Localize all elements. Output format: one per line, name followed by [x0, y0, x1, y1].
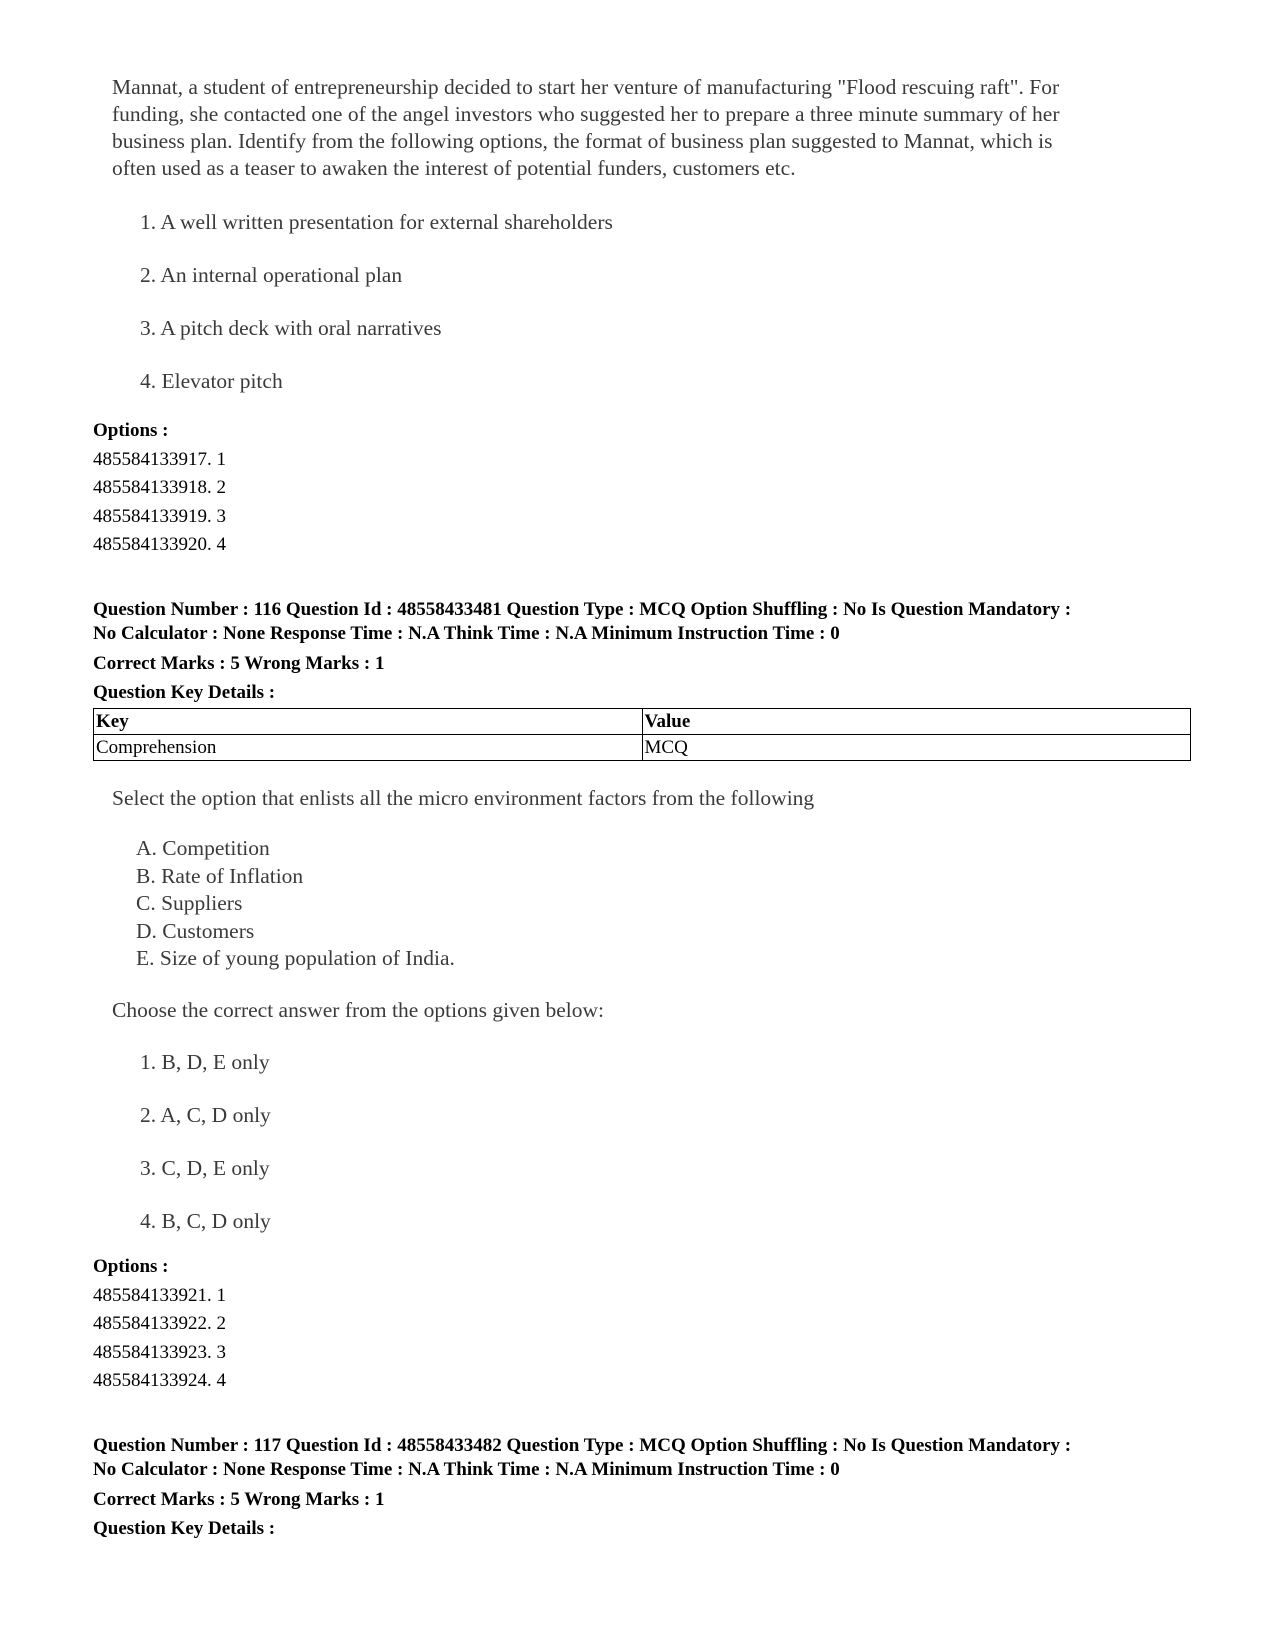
statement-item: A. Competition — [136, 836, 270, 860]
q115-choice-3: 3. A pitch deck with oral narratives — [140, 316, 442, 340]
table-header-row — [94, 709, 1191, 735]
option-id: 485584133917. 1 — [93, 448, 226, 470]
q115-stem-line: Mannat, a student of entrepreneurship decided to start her venture of manufacturing "Flood rescuing raft". For — [112, 75, 1060, 99]
options-label: Options : — [93, 1256, 169, 1277]
q116-instruction: Choose the correct answer from the options given below: — [112, 998, 604, 1022]
table-cell-value: MCQ — [642, 735, 1191, 761]
options-label: Options : — [93, 420, 169, 441]
q116-key-table — [93, 708, 1191, 761]
table-cell-key: Comprehension — [94, 735, 643, 761]
q116-choice-2: 2. A, C, D only — [140, 1103, 271, 1127]
q116-marks: Correct Marks : 5 Wrong Marks : 1 — [93, 653, 385, 674]
option-id: 485584133921. 1 — [93, 1284, 226, 1306]
option-id: 485584133920. 4 — [93, 534, 226, 555]
q116-key-details-label: Question Key Details : — [93, 682, 276, 703]
q115-stem-line: often used as a teaser to awaken the interest of potential funders, customers etc. — [112, 156, 796, 180]
q116-stem: Select the option that enlists all the micro environment factors from the following — [112, 786, 815, 810]
q116-choice-1: 1. B, D, E only — [140, 1050, 270, 1074]
q115-stem-line: business plan. Identify from the following options, the format of business plan suggested to Mannat, which is — [112, 129, 1053, 153]
q117-key-details-label: Question Key Details : — [93, 1518, 276, 1539]
statement-item: E. Size of young population of India. — [136, 946, 455, 970]
q115-choice-2: 2. An internal operational plan — [140, 263, 403, 287]
q115-choice-4: 4. Elevator pitch — [140, 369, 283, 393]
q115-stem — [112, 74, 1172, 182]
statement-item: D. Customers — [136, 918, 255, 943]
option-id: 485584133923. 3 — [93, 1341, 226, 1363]
table-header-value: Value — [642, 709, 1191, 735]
q117-marks: Correct Marks : 5 Wrong Marks : 1 — [93, 1489, 385, 1510]
table-row — [94, 735, 1191, 761]
q116-header-line1: Question Number : 116 Question Id : 48558433481 Question Type : MCQ Option Shuffling : No Is Question Mandatory : — [93, 599, 1072, 620]
q116-choice-3: 3. C, D, E only — [140, 1156, 270, 1180]
q115-choice-1: 1. A well written presentation for external shareholders — [140, 210, 613, 234]
option-id: 485584133922. 2 — [93, 1313, 226, 1334]
q116-choice-4: 4. B, C, D only — [140, 1209, 271, 1233]
option-id: 485584133924. 4 — [93, 1370, 226, 1391]
table-header-key: Key — [94, 709, 643, 735]
option-id: 485584133918. 2 — [93, 477, 226, 498]
option-id: 485584133919. 3 — [93, 505, 226, 527]
q117-header-line2: No Calculator : None Response Time : N.A Think Time : N.A Minimum Instruction Time : 0 — [93, 1459, 840, 1480]
q116-options — [93, 1253, 226, 1396]
q117-header-line1: Question Number : 117 Question Id : 48558433482 Question Type : MCQ Option Shuffling : No Is Question Mandatory : — [93, 1435, 1072, 1456]
statement-item: B. Rate of Inflation — [136, 863, 304, 888]
q116-header — [93, 598, 1071, 646]
q115-options — [93, 417, 226, 560]
q117-header — [93, 1434, 1071, 1482]
q116-statements — [136, 835, 455, 973]
q116-header-line2: No Calculator : None Response Time : N.A Think Time : N.A Minimum Instruction Time : 0 — [93, 623, 840, 644]
statement-item: C. Suppliers — [136, 891, 243, 915]
q115-stem-line: funding, she contacted one of the angel investors who suggested her to prepare a three minute summary of her — [112, 102, 1060, 126]
